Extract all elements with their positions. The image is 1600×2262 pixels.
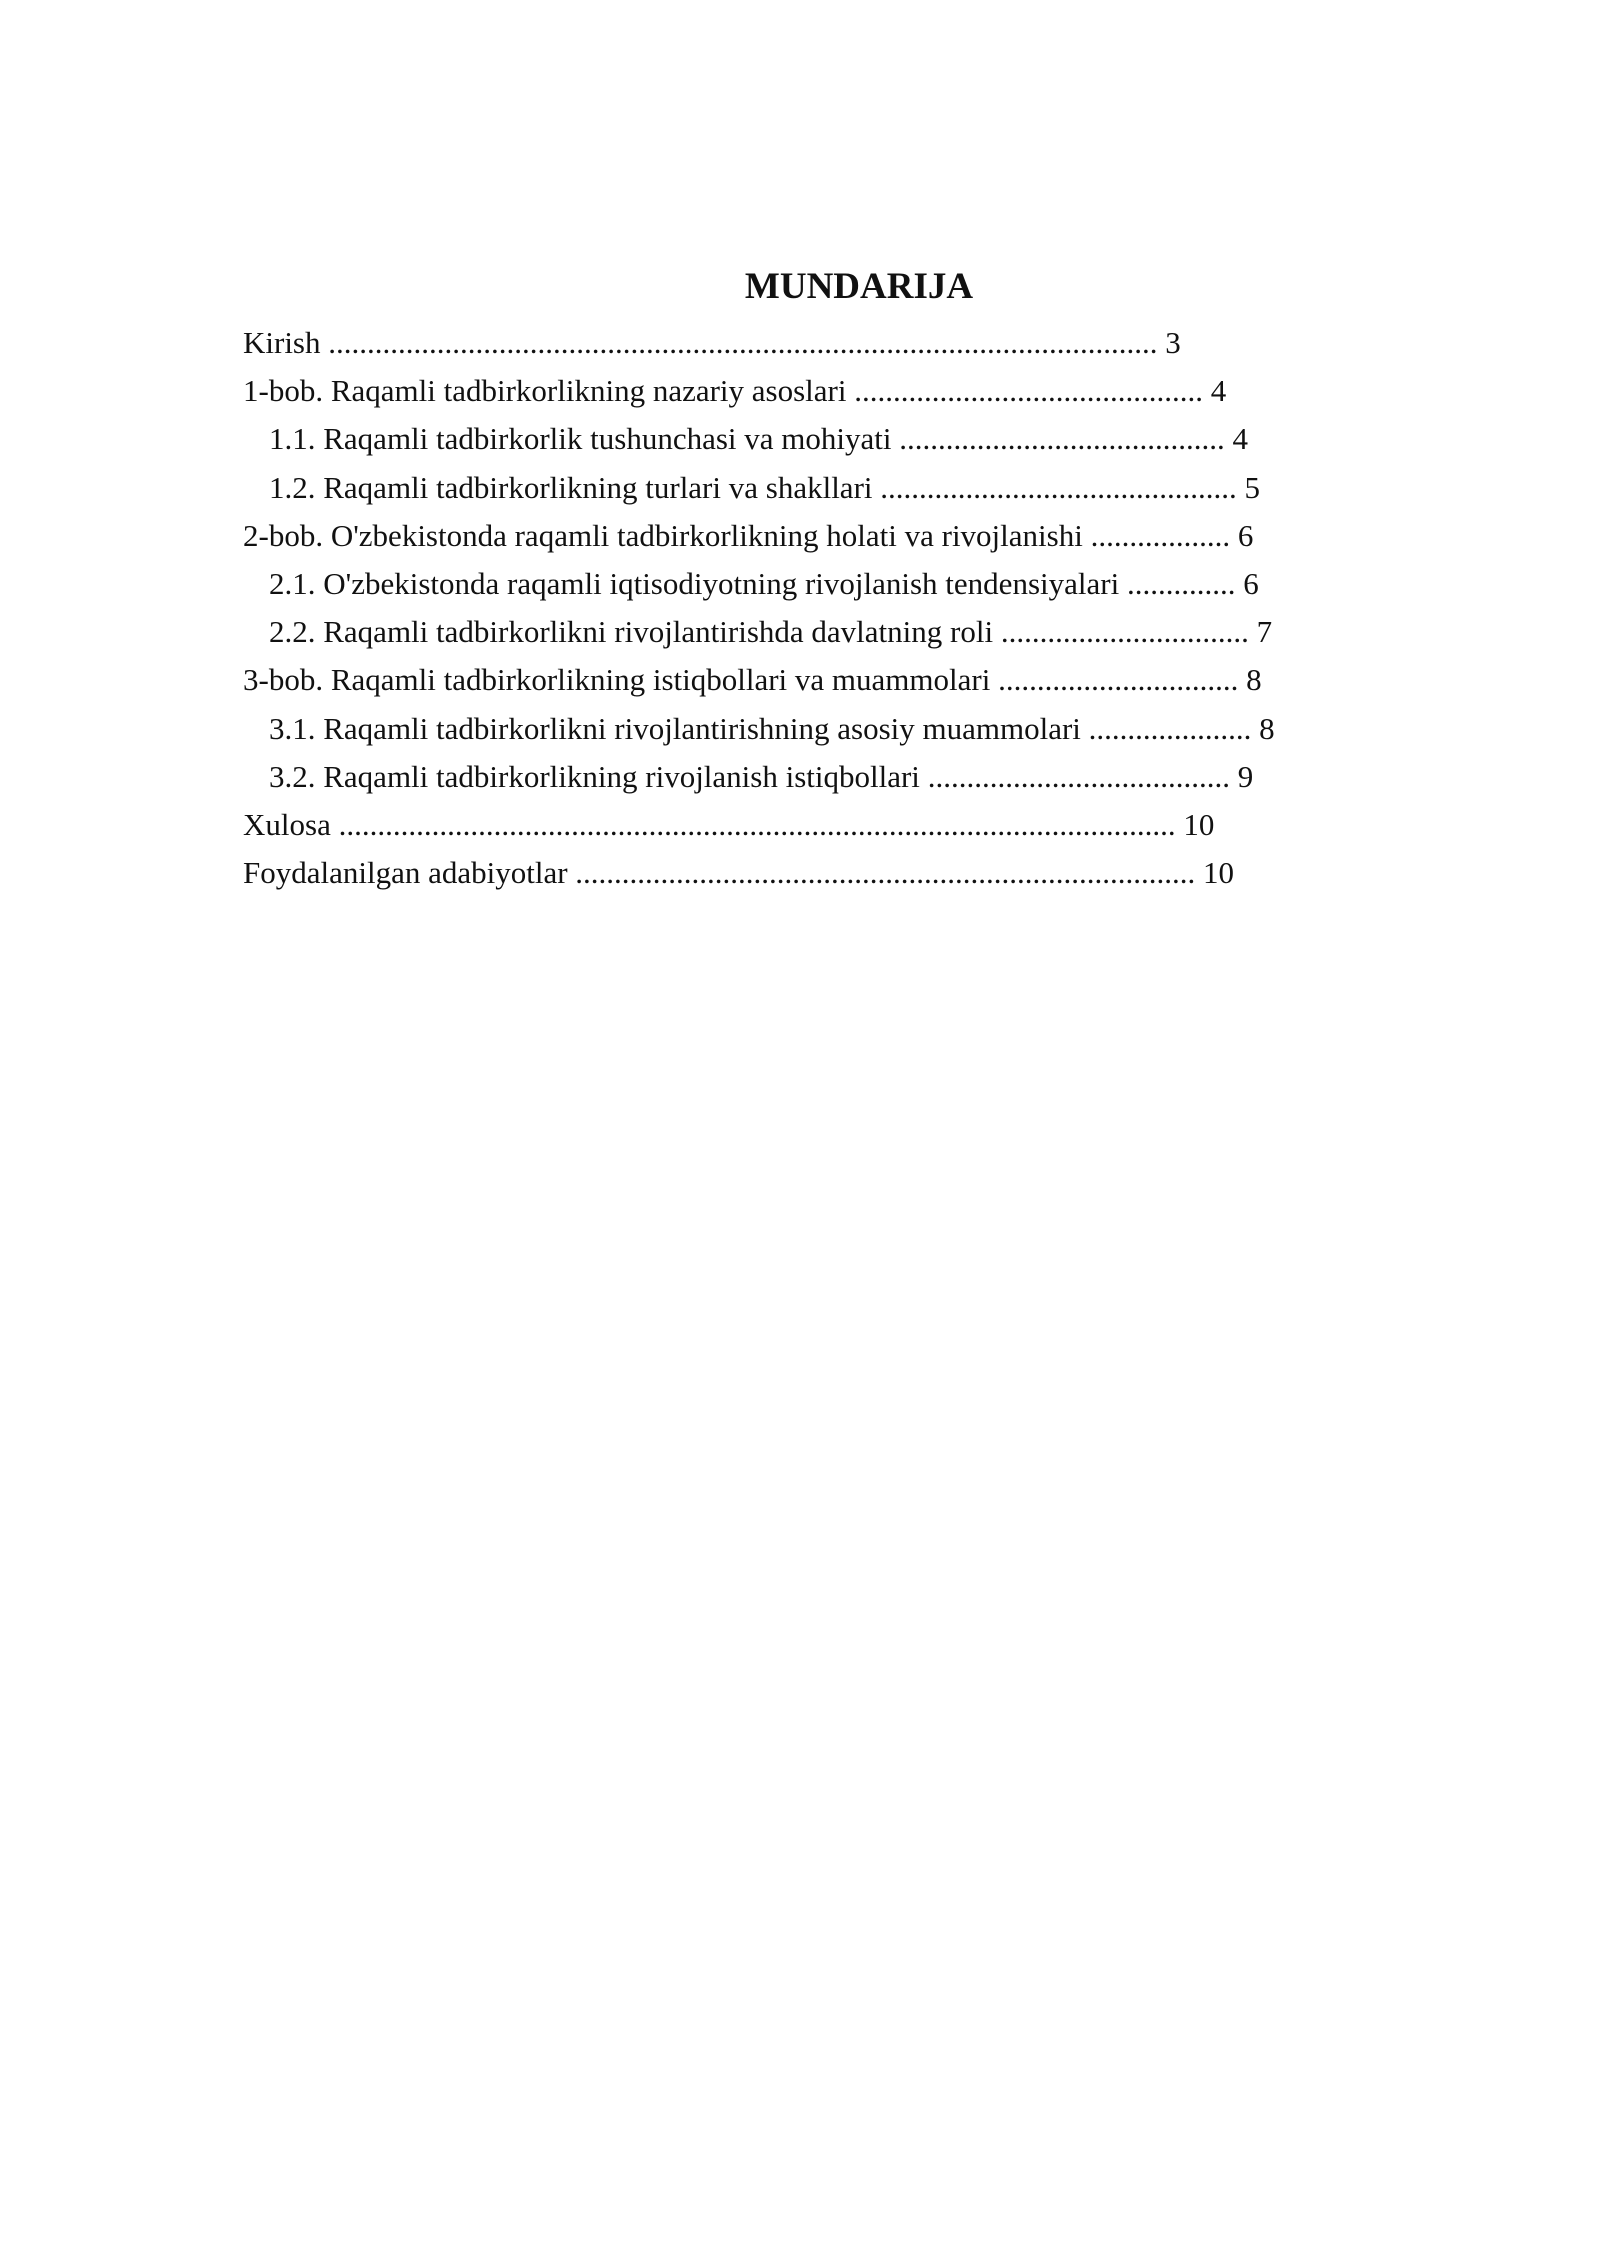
toc-page-number: 7	[1256, 614, 1273, 650]
toc-dot-leader: .............................................	[854, 373, 1203, 409]
toc-dot-leader: ...............................	[998, 662, 1239, 698]
toc-dot-leader: ..............................................	[880, 469, 1237, 505]
toc-entry[interactable]	[243, 656, 1275, 704]
toc-page-number: 6	[1237, 517, 1254, 553]
toc-entry[interactable]	[243, 464, 1275, 512]
toc-entry-title: 3.2. Raqamli tadbirkorlikning rivojlanish istiqbollari	[269, 758, 920, 794]
toc-title: MUNDARIJA	[744, 266, 974, 307]
toc-dot-leader: ..................	[1090, 517, 1231, 553]
toc-page-number: 3	[1165, 325, 1181, 360]
toc-page-number: 6	[1243, 565, 1259, 601]
table-of-contents	[243, 319, 1275, 897]
toc-entry[interactable]	[243, 415, 1275, 463]
toc-entry-title: 1.1. Raqamli tadbirkorlik tushunchasi va mohiyati	[269, 421, 892, 457]
toc-page-number: 10	[1203, 855, 1235, 891]
toc-entry[interactable]	[243, 512, 1275, 560]
toc-dot-leader: .....................	[1088, 710, 1252, 746]
toc-dot-leader: ..............	[1126, 565, 1236, 601]
toc-dot-leader: ............................................................................................................	[338, 806, 1176, 842]
toc-entry[interactable]	[243, 560, 1275, 608]
toc-entry-title: Foydalanilgan adabiyotlar	[243, 855, 568, 891]
toc-entry-title: 1.2. Raqamli tadbirkorlikning turlari va shakllari	[269, 469, 873, 505]
toc-entry[interactable]	[243, 753, 1275, 801]
toc-dot-leader: ...........................................................................................................	[328, 325, 1158, 360]
toc-entry-title: Xulosa	[243, 806, 331, 842]
toc-dot-leader: ..........................................	[899, 421, 1225, 457]
toc-page-number: 9	[1237, 758, 1254, 794]
toc-dot-leader: .......................................	[927, 758, 1230, 794]
toc-entry[interactable]	[243, 801, 1275, 849]
toc-dot-leader: ................................................................................	[575, 855, 1196, 891]
toc-entry-title: 3.1. Raqamli tadbirkorlikni rivojlantirishning asosiy muammolari	[269, 710, 1081, 746]
toc-page-number: 8	[1259, 710, 1275, 746]
toc-entry[interactable]	[243, 849, 1275, 897]
toc-page-number: 5	[1244, 469, 1261, 505]
toc-entry[interactable]	[243, 705, 1275, 753]
toc-page-number: 10	[1183, 806, 1215, 842]
toc-entry-title: 2-bob. O'zbekistonda raqamli tadbirkorlikning holati va rivojlanishi	[243, 517, 1083, 553]
toc-page-number: 4	[1210, 373, 1227, 409]
toc-page-number: 4	[1232, 421, 1248, 457]
toc-entry[interactable]	[243, 608, 1275, 656]
toc-entry[interactable]	[243, 367, 1275, 415]
toc-page-number: 8	[1246, 662, 1262, 698]
toc-dot-leader: ................................	[1000, 614, 1249, 650]
toc-entry-title: 2.2. Raqamli tadbirkorlikni rivojlantirishda davlatning roli	[269, 614, 994, 650]
toc-entry-title: 3-bob. Raqamli tadbirkorlikning istiqbollari va muammolari	[243, 662, 991, 698]
toc-entry[interactable]	[243, 319, 1275, 367]
toc-entry-title: 2.1. O'zbekistonda raqamli iqtisodiyotning rivojlanish tendensiyalari	[269, 565, 1120, 601]
toc-entry-title: 1-bob. Raqamli tadbirkorlikning nazariy asoslari	[243, 373, 847, 409]
toc-entry-title: Kirish	[243, 325, 321, 360]
